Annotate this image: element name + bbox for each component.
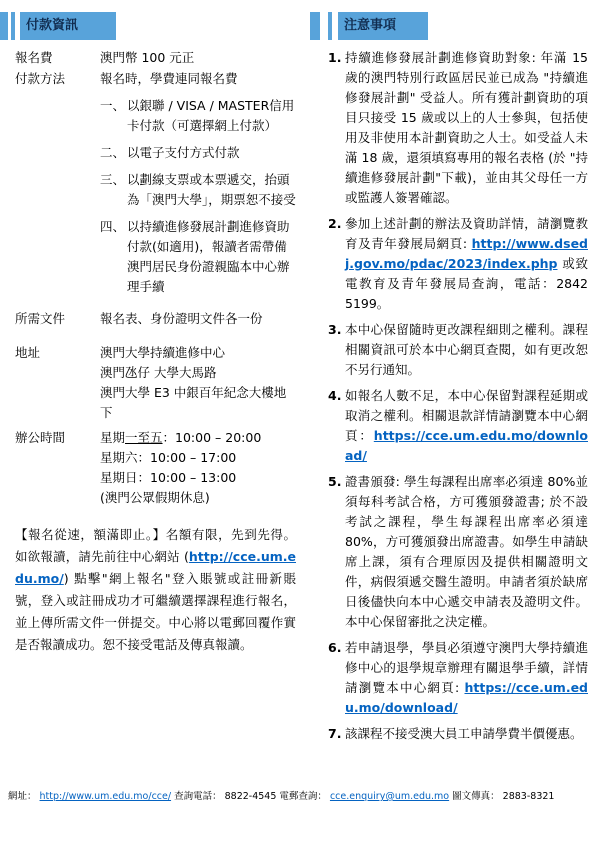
text-segment: 如報名人數不足，本中心保留對課程延期或取消之權利。相關退款詳情請瀏覽本中心網頁： — [345, 388, 588, 443]
payment-section-title: 付款資訊 — [20, 12, 116, 40]
note-item-text — [345, 472, 588, 632]
text-segment: 持續進修發展計劃進修資助對象: 年滿 15 歲的澳門特別行政區居民並已成為 "持續進修發展計劃" 受益人。所有獲計劃資助的項目只接受 15 歲或以上的人士參與，包括使用及非使用本計劃資助之人士。如受益人未滿 18 歲，還須填寫專用的報名表格 (於 "持續進修發展計劃"下載)，並由其父母任一方或監護人簽署確認。 — [345, 50, 588, 205]
note-item-text — [345, 320, 588, 380]
documents-label: 所需文件 — [15, 311, 66, 326]
hyperlink[interactable]: https://cce.um.edu.mo/download/ — [345, 680, 588, 715]
method-text: 以電子支付方式付款 — [127, 145, 240, 160]
payment-method-label: 付款方法 — [15, 71, 66, 86]
note-item-number: 1. — [328, 50, 342, 65]
method-text: 以銀聯 / VISA / MASTER信用卡付款（可選擇網上付款） — [127, 98, 295, 133]
hyperlink[interactable]: http://www.um.edu.mo/cce/ — [39, 791, 172, 802]
text-segment: 證書頒發: 學生每課程出席率必須達 80%並須每科考試合格，方可獲頒發證書; 於不設考試之課程，學生每課程出席率必須達 80%，方可獲頒發出席證書。如學生申請缺席上課，須有合理原因及提供相關證明文件，病假須遞交醫生證明。申請者須於缺席日後儘快向本中心遞交申請表及證明文件。本中心保留審批之決定權。 — [345, 474, 588, 629]
application-notice-paragraph — [15, 524, 296, 656]
note-item-number: 5. — [328, 474, 342, 489]
address-row — [0, 343, 298, 423]
note-item — [310, 320, 588, 380]
page-footer — [8, 790, 592, 804]
text-segment: 本中心保留隨時更改課程細則之權利。課程相關資訊可於本中心網頁查閱，如有更改恕不另行通知。 — [345, 322, 588, 377]
method-number: 三、 — [100, 172, 126, 187]
note-item-number: 2. — [328, 216, 342, 231]
address-value — [100, 343, 298, 423]
note-item — [310, 638, 588, 718]
note-item — [310, 48, 588, 208]
fee-value: 澳門幣 100 元正 — [100, 50, 195, 65]
hyperlink[interactable]: http://cce.um.edu.mo/ — [15, 549, 296, 586]
payment-method-item — [100, 170, 298, 210]
hyperlink[interactable]: http://www.dsedj.gov.mo/pdac/2023/index.php — [345, 236, 588, 271]
documents-row — [0, 309, 298, 329]
note-item — [310, 472, 588, 632]
address-line: 澳門大學 E3 中銀百年紀念大樓地下 — [100, 385, 287, 420]
note-item — [310, 724, 588, 744]
text-segment: 一至五 — [125, 430, 163, 445]
note-item-number: 4. — [328, 388, 342, 403]
text-segment: 若申請退學，學員必須遵守澳門大學持續進修中心的退學規章辦理有關退學手續，詳情請瀏覽本中心網頁: — [345, 640, 588, 695]
text-segment: 星期 — [100, 430, 126, 445]
text-segment: 圖文傳真： 2883-8321 — [449, 791, 555, 802]
notes-column — [310, 12, 588, 750]
text-segment: ：10:00 – 20:00 — [162, 430, 262, 445]
payment-method-intro: 報名時，學費連同報名費 — [100, 71, 238, 86]
accent-divider-bar — [11, 12, 15, 40]
address-label: 地址 — [15, 345, 41, 360]
method-text: 以劃線支票或本票遞交，抬頭為「澳門大學」，期票恕不接受 — [127, 172, 296, 207]
office-hours-line: (澳門公眾假期休息) — [100, 490, 210, 505]
office-hours-line — [100, 428, 298, 448]
note-item-number: 6. — [328, 640, 342, 655]
hyperlink[interactable]: https://cce.um.edu.mo/download/ — [345, 428, 588, 463]
note-item-text — [345, 214, 588, 314]
note-item-text — [345, 386, 588, 466]
payment-section-header — [0, 12, 298, 40]
note-item-number: 3. — [328, 322, 342, 337]
text-segment: 該課程不接受澳大員工申請學費半價優惠。 — [345, 726, 583, 741]
note-item-number: 7. — [328, 726, 342, 741]
note-item — [310, 214, 588, 314]
accent-square — [310, 12, 320, 40]
payment-method-row — [0, 69, 298, 297]
method-text: 以持續進修發展計劃進修資助付款(如適用)，報讀者需帶備澳門居民身份證親臨本中心辦理手續 — [127, 219, 290, 294]
text-segment: 或致電教育及青年發展局查詢，電話：2842 5199。 — [345, 256, 588, 311]
payment-info-column — [0, 12, 298, 656]
address-line: 澳門氹仔 大學大馬路 — [100, 365, 217, 380]
payment-method-item — [100, 96, 298, 136]
text-segment: 參加上述計劃的辦法及資助詳情，請瀏覽教育及青年發展局網頁: — [345, 216, 588, 251]
notes-section-header — [310, 12, 588, 40]
office-hours-value — [100, 428, 298, 508]
method-number: 一、 — [100, 98, 126, 113]
fee-row — [0, 48, 298, 68]
payment-method-value — [100, 69, 298, 297]
fee-label: 報名費 — [15, 50, 53, 65]
notes-section-title: 注意事項 — [338, 12, 428, 40]
text-segment: 【報名從速，額滿即止。】名額有限，先到先得。如欲報讀，請先前往中心網站 ( — [15, 527, 296, 564]
payment-method-item — [100, 143, 298, 163]
note-item-text — [345, 48, 588, 208]
note-item-text — [345, 638, 588, 718]
address-line: 澳門大學持續進修中心 — [100, 345, 226, 360]
documents-value: 報名表、身份證明文件各一份 — [100, 311, 263, 326]
accent-edge-bar — [0, 12, 8, 40]
office-hours-label: 辦公時間 — [15, 430, 66, 445]
note-item-text — [345, 724, 588, 744]
office-hours-line: 星期六：10:00 – 17:00 — [100, 450, 237, 465]
office-hours-row — [0, 428, 298, 508]
text-segment: 網址： — [8, 791, 40, 802]
payment-method-item — [100, 217, 298, 297]
accent-divider-bar — [328, 12, 332, 40]
office-hours-line: 星期日：10:00 – 13:00 — [100, 470, 237, 485]
method-number: 二、 — [100, 145, 126, 160]
text-segment: 查詢電話： 8822-4545 電郵查詢： — [171, 791, 330, 802]
method-number: 四、 — [100, 219, 126, 234]
note-item — [310, 386, 588, 466]
hyperlink[interactable]: cce.enquiry@um.edu.mo — [329, 791, 450, 802]
text-segment: ) 點擊"網上報名"登入賬號或註冊新賬號，登入或註冊成功才可繼續選擇課程進行報名，並上傳所需文件一併提交。中心將以電郵回覆作實是否報讀成功。恕不接受電話及傳真報讀。 — [15, 571, 296, 652]
